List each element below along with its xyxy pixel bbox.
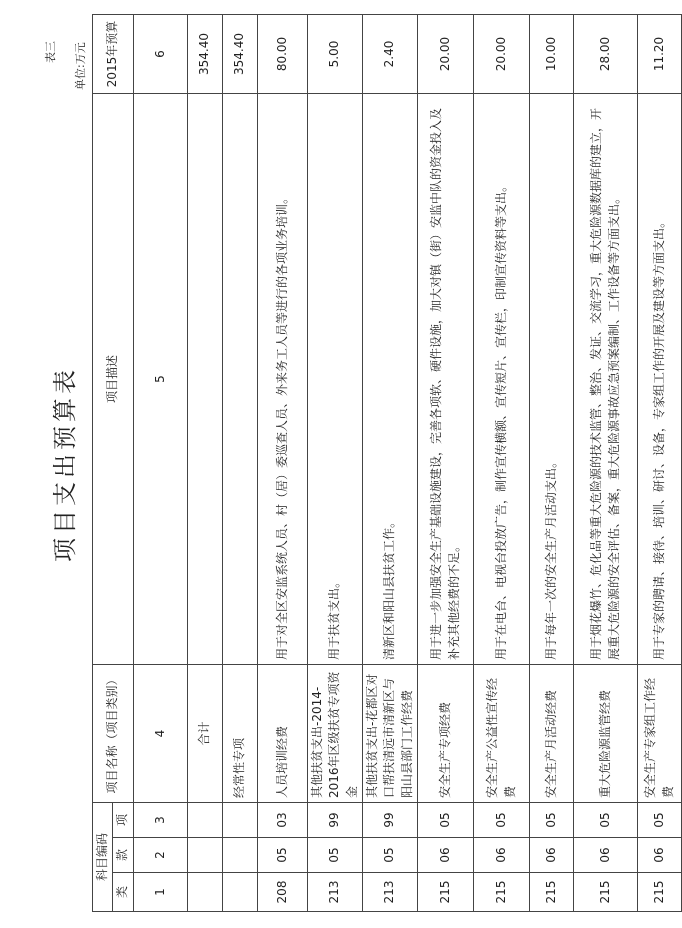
cell-project-name: 其他扶贫支出-2014-2016年区级扶贫专项资金 xyxy=(307,664,362,802)
cell-lei: 215 xyxy=(638,873,682,912)
cell-project-name: 重大危险源监管经费 xyxy=(574,664,638,802)
cell-project-desc: 用于专家的聘请、接待、培训、研讨、设备，专家组工作的开展及建设等方面支出。 xyxy=(638,93,682,664)
cell-kuan: 05 xyxy=(257,838,307,873)
index-cell: 5 xyxy=(133,93,187,664)
index-cell: 1 xyxy=(133,873,187,912)
cell-budget: 28.00 xyxy=(574,14,638,93)
cell-project-desc: 用于进一步加强安全生产基础设施建设，完善各项软、硬件设施，加大对镇（街）安监中队的资金投入及补充其他经费的不足。 xyxy=(418,93,474,664)
table-row xyxy=(418,14,474,911)
header-lei: 类 xyxy=(113,873,133,912)
cell-lei: 213 xyxy=(307,873,362,912)
cell-project-name: 安全生产专家组工作经费 xyxy=(638,664,682,802)
cell-xiang: 05 xyxy=(638,802,682,837)
cell-project-desc: 用于扶贫支出。 xyxy=(307,93,362,664)
cell-lei: 208 xyxy=(257,873,307,912)
table-row xyxy=(257,14,307,911)
header-xiang: 项 xyxy=(113,802,133,837)
cell-budget: 80.00 xyxy=(257,14,307,93)
index-cell: 6 xyxy=(133,14,187,93)
header-subject-code: 科目编码 xyxy=(93,802,113,911)
cell-project-desc: 清新区和阳山县扶贫工作。 xyxy=(362,93,417,664)
page-title: 项目支出预算表 xyxy=(51,366,79,562)
cell-project-desc: 用于烟花爆竹、危化品等重大危险源的技术监管、整治、发证、交流学习，重大危险源数据库的建立，开展重大危险源的安全评估、备案，重大危险源事故应急预案编制、工作设备等方面支出。 xyxy=(574,93,638,664)
column-index-row xyxy=(133,14,187,911)
cell-xiang: 99 xyxy=(307,802,362,837)
table-row xyxy=(362,14,417,911)
cell-budget: 10.00 xyxy=(530,14,574,93)
table-row xyxy=(307,14,362,911)
cell-project-desc: 用于对全区安监系统人员、村（居）委巡查人员、外来务工人员等进行的各项业务培训。 xyxy=(257,93,307,664)
header-project-desc: 项目描述 xyxy=(93,93,134,664)
cell-project-desc: 用于每年一次的安全生产月活动支出。 xyxy=(530,93,574,664)
table-header xyxy=(93,14,258,911)
cell-xiang: 05 xyxy=(474,802,530,837)
table-row xyxy=(530,14,574,911)
cell-lei: 213 xyxy=(362,873,417,912)
cell-kuan: 06 xyxy=(574,838,638,873)
unit-label: 单位:万元 xyxy=(74,42,87,90)
cell-xiang: 05 xyxy=(574,802,638,837)
category-row xyxy=(222,14,257,911)
cell-project-name: 安全生产公益性宣传经费 xyxy=(474,664,530,802)
cell-budget: 20.00 xyxy=(418,14,474,93)
header-project-name: 项目名称（项目类别） xyxy=(93,664,134,802)
total-label: 合计 xyxy=(187,664,222,802)
cell-budget: 11.20 xyxy=(638,14,682,93)
table-number-label: 表三 xyxy=(44,41,57,63)
cell-kuan: 06 xyxy=(638,838,682,873)
table-row xyxy=(574,14,638,911)
cell-kuan: 06 xyxy=(474,838,530,873)
cell-budget: 5.00 xyxy=(307,14,362,93)
cell-project-name: 其他扶贫支出-花都区对口帮扶清远市清新区与阳山县部门工作经费 xyxy=(362,664,417,802)
table-body xyxy=(257,14,681,911)
cell-project-desc: 用于在电台、电视台投放广告，制作宣传横额、宣传短片、宣传栏，印制宣传资料等支出。 xyxy=(474,93,530,664)
cell-project-name: 安全生产月活动经费 xyxy=(530,664,574,802)
table-row xyxy=(638,14,682,911)
index-cell: 2 xyxy=(133,838,187,873)
total-value: 354.40 xyxy=(187,14,222,93)
cell-lei: 215 xyxy=(574,873,638,912)
cell-xiang: 99 xyxy=(362,802,417,837)
cell-project-name: 人员培训经费 xyxy=(257,664,307,802)
cell-xiang: 03 xyxy=(257,802,307,837)
total-row xyxy=(187,14,222,911)
cell-xiang: 05 xyxy=(418,802,474,837)
cell-lei: 215 xyxy=(418,873,474,912)
index-cell: 4 xyxy=(133,664,187,802)
category-value: 354.40 xyxy=(222,14,257,93)
cell-kuan: 06 xyxy=(530,838,574,873)
index-cell: 3 xyxy=(133,802,187,837)
cell-kuan: 06 xyxy=(418,838,474,873)
cell-lei: 215 xyxy=(474,873,530,912)
cell-project-name: 安全生产专项经费 xyxy=(418,664,474,802)
cell-lei: 215 xyxy=(530,873,574,912)
category-label: 经常性专项 xyxy=(222,664,257,802)
header-budget: 2015年预算 xyxy=(93,14,134,93)
cell-xiang: 05 xyxy=(530,802,574,837)
cell-kuan: 05 xyxy=(307,838,362,873)
header-kuan: 款 xyxy=(113,838,133,873)
cell-budget: 2.40 xyxy=(362,14,417,93)
budget-table xyxy=(92,14,682,912)
cell-kuan: 05 xyxy=(362,838,417,873)
table-row xyxy=(474,14,530,911)
cell-budget: 20.00 xyxy=(474,14,530,93)
